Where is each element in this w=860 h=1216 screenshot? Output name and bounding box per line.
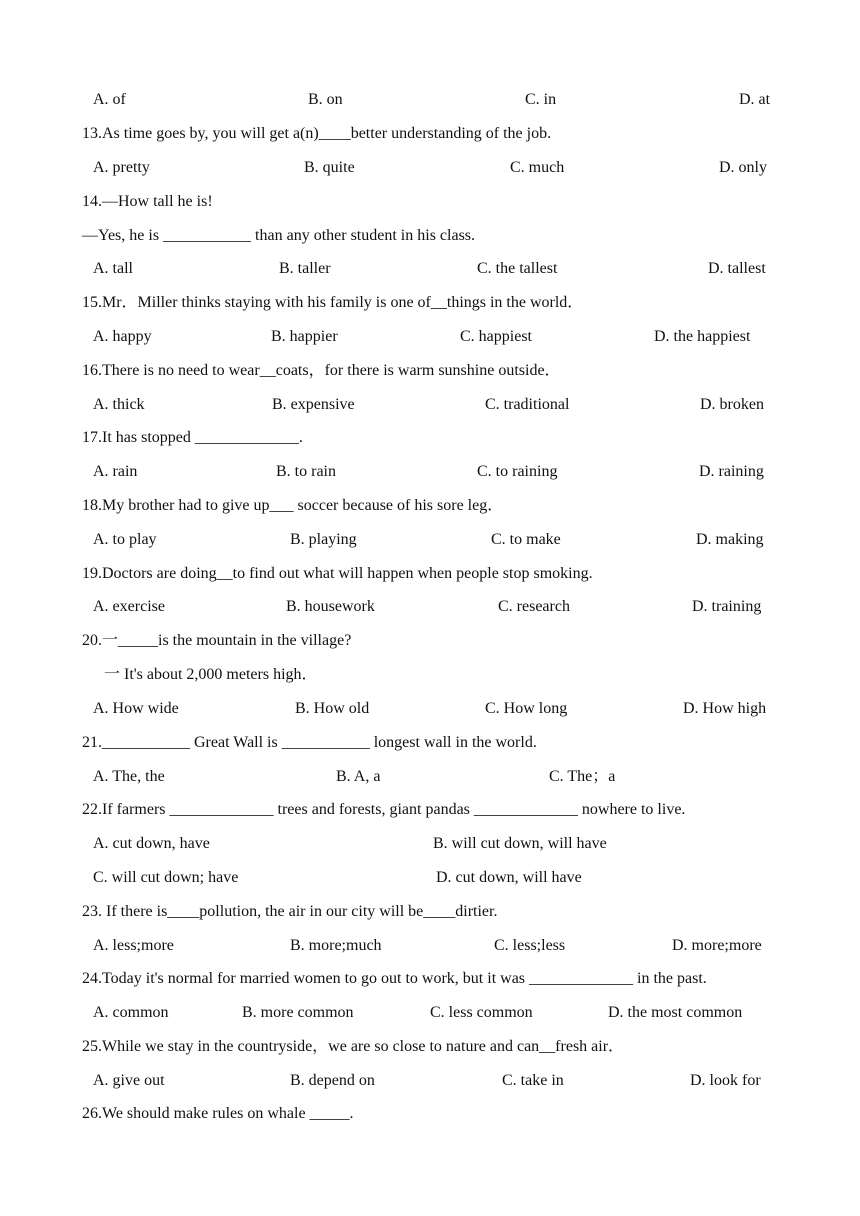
q19-option-b: B. housework [286, 598, 375, 615]
q17-stem: 17.It has stopped _____________. [82, 429, 303, 446]
q14-stem: 14.—How tall he is! [82, 193, 213, 210]
q22-option-a: A. cut down, have [93, 835, 210, 852]
q18-option-a: A. to play [93, 531, 157, 548]
q20-option-b: B. How old [295, 700, 370, 717]
q13-option-a: A. pretty [93, 159, 150, 176]
q17-option-c: C. to raining [477, 463, 558, 480]
q15-option-b: B. happier [271, 328, 338, 345]
q22-option-c: C. will cut down; have [93, 869, 239, 886]
q13-stem: 13.As time goes by, you will get a(n)____better understanding of the job. [82, 125, 552, 142]
q25-option-b: B. depend on [290, 1072, 375, 1089]
q24-option-a: A. common [93, 1004, 169, 1021]
q21-option-a: A. The, the [93, 768, 165, 785]
q14-option-b: B. taller [279, 260, 331, 277]
q13-option-c: C. much [510, 159, 565, 176]
q18-stem: 18.My brother had to give up___ soccer because of his sore leg． [82, 497, 504, 514]
q20-option-c: C. How long [485, 700, 568, 717]
q16-option-c: C. traditional [485, 396, 570, 413]
q13-option-b: B. quite [304, 159, 355, 176]
q21-stem: 21.___________ Great Wall is ___________ longest wall in the world. [82, 734, 537, 751]
q15-option-c: C. happiest [460, 328, 532, 345]
q14-stem-reply: —Yes, he is ___________ than any other student in his class. [82, 227, 476, 244]
q17-option-b: B. to rain [276, 463, 336, 480]
q12-option-d: D. at [739, 91, 771, 108]
q21-option-c: C. The；a [549, 768, 616, 785]
q22-option-d: D. cut down, will have [436, 869, 582, 886]
q14-option-c: C. the tallest [477, 260, 558, 277]
q24-option-b: B. more common [242, 1004, 354, 1021]
q17-option-a: A. rain [93, 463, 138, 480]
q14-option-a: A. tall [93, 260, 133, 277]
q22-option-b: B. will cut down, will have [433, 835, 607, 852]
q25-option-a: A. give out [93, 1072, 165, 1089]
q16-option-b: B. expensive [272, 396, 355, 413]
q19-stem: 19.Doctors are doing__to find out what will happen when people stop smoking. [82, 565, 593, 582]
q15-stem: 15.Mr．Miller thinks staying with his family is one of__things in the world． [82, 294, 584, 311]
q17-option-d: D. raining [699, 463, 764, 480]
q20-option-d: D. How high [683, 700, 767, 717]
q14-option-d: D. tallest [708, 260, 766, 277]
q20-stem: 20.一_____is the mountain in the village? [82, 632, 352, 649]
q18-option-b: B. playing [290, 531, 357, 548]
q19-option-d: D. training [692, 598, 762, 615]
q16-option-d: D. broken [700, 396, 764, 413]
q25-option-c: C. take in [502, 1072, 564, 1089]
q20-stem-reply: 一 It's about 2,000 meters high． [104, 666, 318, 683]
q20-option-a: A. How wide [93, 700, 179, 717]
q23-option-b: B. more;much [290, 937, 382, 954]
q12-option-b: B. on [308, 91, 343, 108]
q12-option-a: A. of [93, 91, 126, 108]
q24-option-c: C. less common [430, 1004, 533, 1021]
q25-stem: 25.While we stay in the countryside，we are so close to nature and can__fresh air． [82, 1038, 625, 1055]
q23-option-d: D. more;more [672, 937, 762, 954]
q25-option-d: D. look for [690, 1072, 761, 1089]
q23-option-c: C. less;less [494, 937, 566, 954]
q19-option-a: A. exercise [93, 598, 165, 615]
q16-stem: 16.There is no need to wear__coats，for there is warm sunshine outside． [82, 362, 561, 379]
q12-option-c: C. in [525, 91, 557, 108]
q22-stem: 22.If farmers _____________ trees and forests, giant pandas _____________ nowhere to live. [82, 801, 686, 818]
q23-option-a: A. less;more [93, 937, 174, 954]
q15-option-a: A. happy [93, 328, 152, 345]
q13-option-d: D. only [719, 159, 767, 176]
q26-stem: 26.We should make rules on whale _____. [82, 1105, 354, 1122]
q19-option-c: C. research [498, 598, 570, 615]
q18-option-d: D. making [696, 531, 764, 548]
q23-stem: 23. If there is____pollution, the air in our city will be____dirtier. [82, 903, 498, 920]
q15-option-d: D. the happiest [654, 328, 751, 345]
q24-option-d: D. the most common [608, 1004, 743, 1021]
q18-option-c: C. to make [491, 531, 561, 548]
q21-option-b: B. A, a [336, 768, 381, 785]
q16-option-a: A. thick [93, 396, 145, 413]
q24-stem: 24.Today it's normal for married women to go out to work, but it was _____________ in the past. [82, 970, 707, 987]
